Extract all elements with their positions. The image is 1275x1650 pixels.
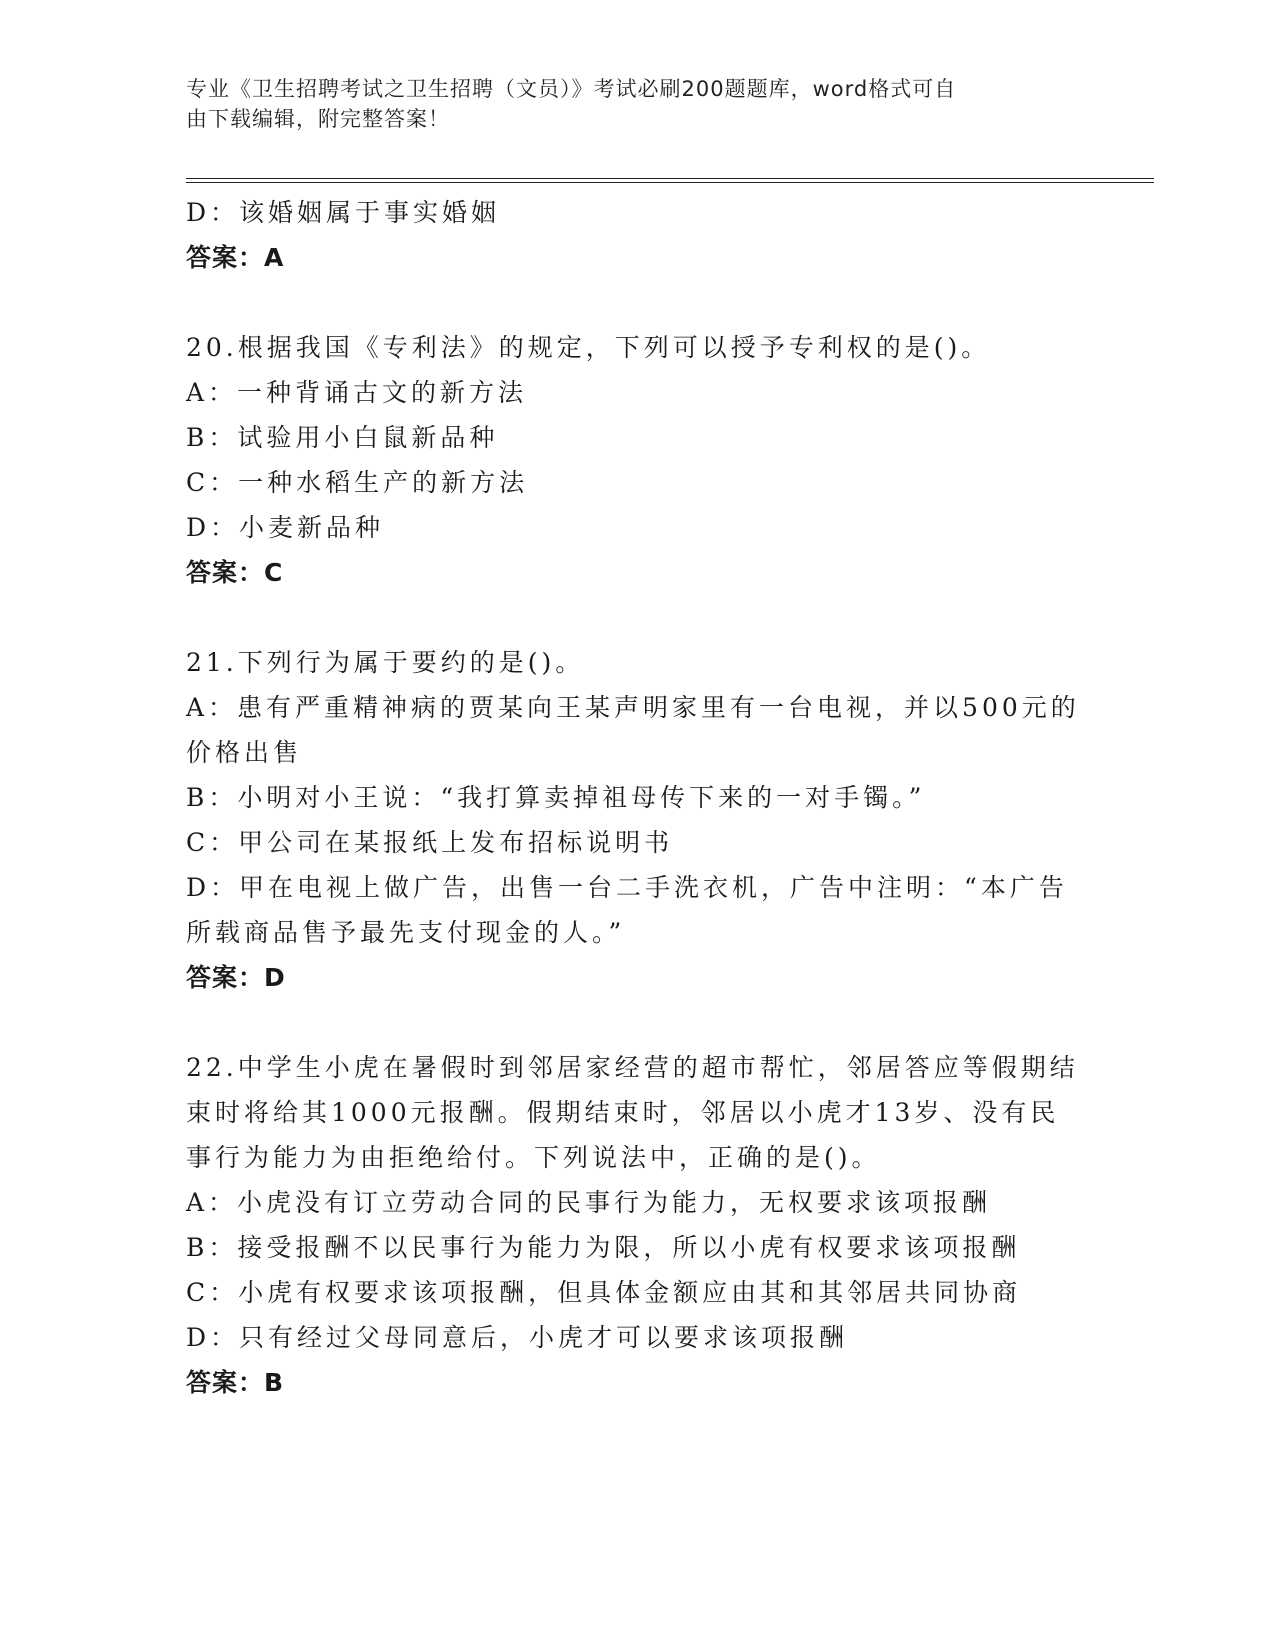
question-20 — [186, 325, 1086, 595]
header-divider-bottom — [186, 182, 1154, 183]
option-a-line-2: 价格出售 — [186, 738, 303, 767]
option-d-line-2: 所载商品售予最先支付现金的人。” — [186, 918, 626, 947]
question-21 — [186, 640, 1086, 1000]
option-a: A：小虎没有订立劳动合同的民事行为能力，无权要求该项报酬 — [186, 1188, 992, 1217]
answer-line: 答案：B — [186, 1368, 285, 1397]
option-d-line-1: D：甲在电视上做广告，出售一台二手洗衣机，广告中注明：“本广告 — [186, 873, 1068, 902]
answer-line: 答案：A — [186, 243, 285, 272]
option-c: C：甲公司在某报纸上发布招标说明书 — [186, 828, 674, 857]
option-d: D：小麦新品种 — [186, 513, 385, 542]
question-stem: 21.下列行为属于要约的是()。 — [186, 648, 585, 677]
option-d: D：该婚姻属于事实婚姻 — [186, 198, 501, 227]
option-b: B：试验用小白鼠新品种 — [186, 423, 499, 452]
option-a: A：一种背诵古文的新方法 — [186, 378, 528, 407]
option-b: B：接受报酬不以民事行为能力为限，所以小虎有权要求该项报酬 — [186, 1233, 1021, 1262]
answer-line: 答案：D — [186, 963, 286, 992]
question-stem-line-1: 22.中学生小虎在暑假时到邻居家经营的超市帮忙，邻居答应等假期结 — [186, 1053, 1079, 1082]
question-22 — [186, 1045, 1086, 1405]
option-d: D：只有经过父母同意后，小虎才可以要求该项报酬 — [186, 1323, 849, 1352]
question-stem-line-3: 事行为能力为由拒绝给付。下列说法中，正确的是()。 — [186, 1143, 881, 1172]
question-19-tail — [186, 190, 1086, 280]
option-a-line-1: A：患有严重精神病的贾某向王某声明家里有一台电视，并以500元的 — [186, 693, 1080, 722]
option-c: C：一种水稻生产的新方法 — [186, 468, 529, 497]
answer-line: 答案：C — [186, 558, 284, 587]
question-stem-line-2: 束时将给其1000元报酬。假期结束时，邻居以小虎才13岁、没有民 — [186, 1098, 1060, 1127]
option-c: C：小虎有权要求该项报酬，但具体金额应由其和其邻居共同协商 — [186, 1278, 1022, 1307]
page-header — [186, 74, 1066, 134]
header-line-1: 专业《卫生招聘考试之卫生招聘（文员）》考试必刷200题题库，word格式可自 — [186, 77, 957, 101]
question-content — [186, 190, 1086, 1405]
question-stem: 20.根据我国《专利法》的规定，下列可以授予专利权的是()。 — [186, 333, 991, 362]
option-b: B：小明对小王说：“我打算卖掉祖母传下来的一对手镯。” — [186, 783, 926, 812]
header-divider-top — [186, 178, 1154, 179]
header-line-2: 由下载编辑，附完整答案！ — [186, 107, 450, 131]
